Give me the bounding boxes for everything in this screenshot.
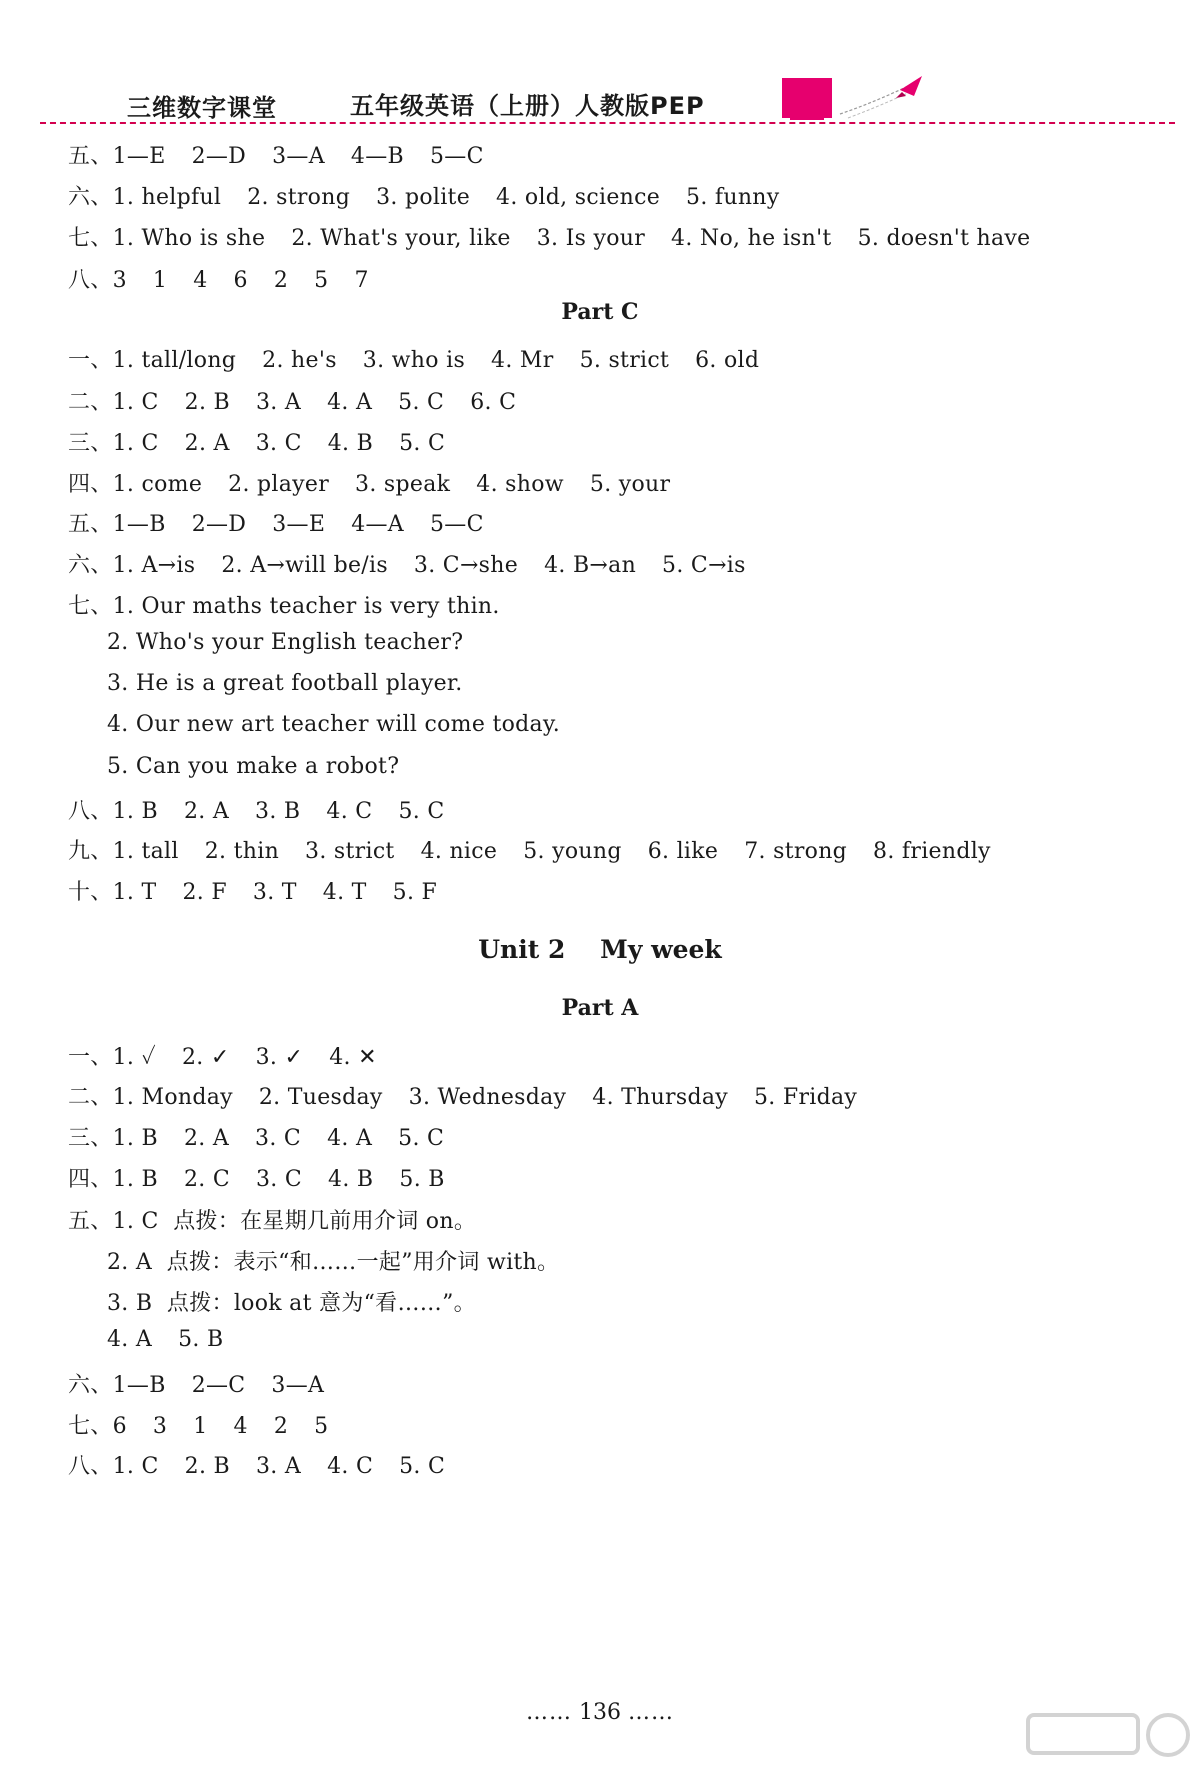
answer-line — [107, 630, 463, 655]
question-number: 八、 — [68, 799, 113, 824]
answer-item: 5. Can you make a robot? — [107, 754, 400, 779]
answer-line — [68, 221, 1030, 252]
answer-item: 2. player — [228, 472, 330, 497]
answer-line — [68, 343, 759, 374]
question-number: 六、 — [68, 185, 113, 210]
part-heading: Part A — [561, 995, 639, 1021]
answer-line — [68, 385, 516, 416]
answer-item: 2. B — [184, 1454, 230, 1479]
answer-item: 1 — [193, 1414, 208, 1439]
question-number: 十、 — [68, 880, 113, 905]
answer-item: 5. Friday — [754, 1085, 858, 1110]
answer-line — [68, 263, 369, 294]
answer-item: 1. tall/long — [112, 348, 237, 373]
answer-item: 2. he's — [262, 348, 337, 373]
answer-line — [107, 1245, 559, 1276]
watermark-logo — [1018, 1705, 1193, 1785]
answer-item: 8. friendly — [873, 839, 991, 864]
answer-item: 3. He is a great football player. — [107, 671, 463, 696]
answer-item: 4. B — [328, 1167, 374, 1192]
answer-item: 5. your — [589, 472, 671, 497]
answer-item: 4 — [233, 1414, 248, 1439]
answer-item: 5. C — [398, 390, 445, 415]
answer-line — [107, 712, 560, 737]
answer-item: 3. Is your — [536, 226, 646, 251]
answer-item: 7 — [354, 268, 369, 293]
answer-item: 6. old — [695, 348, 760, 373]
answer-item: 1. ✓ — [112, 1045, 156, 1070]
question-number: 七、 — [68, 226, 113, 251]
question-number: 四、 — [68, 1167, 113, 1192]
question-number: 九、 — [68, 839, 113, 864]
answer-item: 1. tall — [112, 839, 179, 864]
answer-item: 5. strict — [579, 348, 670, 373]
answer-item: 3. B — [255, 799, 301, 824]
answer-item: 5. C→is — [662, 553, 746, 578]
footer-dots-right: …… — [628, 1700, 674, 1725]
answer-item: 2. A — [183, 799, 230, 824]
answer-item: 4. Thursday — [592, 1085, 728, 1110]
answer-line — [68, 1040, 377, 1071]
answer-item: 1. Our maths teacher is very thin. — [112, 594, 500, 619]
answer-item: 3. T — [252, 880, 297, 905]
answer-line — [68, 1368, 324, 1399]
answer-item: 5—C — [430, 144, 484, 169]
unit-heading: Unit 2 My week — [478, 935, 722, 964]
answer-line — [68, 875, 437, 906]
answer-line — [68, 794, 444, 825]
question-number: 八、 — [68, 1454, 113, 1479]
answer-item: 4. show — [476, 472, 564, 497]
answer-line — [68, 139, 484, 170]
question-number: 八、 — [68, 268, 113, 293]
answer-line — [68, 1080, 857, 1111]
answer-item: 4. T — [322, 880, 367, 905]
answer-item: 3. A — [256, 390, 302, 415]
answer-item: 3. speak — [355, 472, 451, 497]
answer-item: 4. ✕ — [329, 1045, 377, 1070]
question-number: 六、 — [68, 553, 113, 578]
question-number: 三、 — [68, 431, 113, 456]
answer-item: 5. C — [398, 1126, 445, 1151]
answer-item: 2. C — [183, 1167, 230, 1192]
answer-line — [68, 1204, 476, 1235]
answer-item: 1. come — [112, 472, 203, 497]
answer-item: 5. funny — [686, 185, 780, 210]
question-number: 二、 — [68, 390, 113, 415]
part-heading: Part C — [561, 299, 639, 325]
answer-item: 5. doesn't have — [857, 226, 1031, 251]
question-number: 七、 — [68, 594, 113, 619]
answer-item: 2—C — [191, 1373, 246, 1398]
answer-item: 1. Monday — [112, 1085, 233, 1110]
answer-line — [107, 754, 399, 779]
question-number: 一、 — [68, 348, 113, 373]
answer-item: 4. C — [327, 1454, 374, 1479]
answer-item: 2. strong — [247, 185, 351, 210]
answer-item: 4. A — [327, 1126, 373, 1151]
question-number: 二、 — [68, 1085, 113, 1110]
answer-item: 4. Mr — [491, 348, 554, 373]
answer-item: 5. C — [398, 799, 445, 824]
answer-item: 4. C — [326, 799, 373, 824]
answer-item: 2. ✓ — [181, 1045, 230, 1070]
answer-item: 1. B — [112, 1167, 158, 1192]
answer-item: 5. C — [399, 1454, 446, 1479]
answer-line — [68, 834, 991, 865]
answer-item: 5. C — [399, 431, 446, 456]
question-number: 七、 — [68, 1414, 113, 1439]
answer-item: 3. Wednesday — [408, 1085, 567, 1110]
question-number: 四、 — [68, 472, 113, 497]
answer-item: 1. T — [112, 880, 157, 905]
answer-line — [68, 180, 780, 211]
question-number: 三、 — [68, 1126, 113, 1151]
answer-item: 6. like — [647, 839, 719, 864]
answer-item: 5 — [314, 1414, 329, 1439]
answer-item: 3—E — [272, 512, 326, 537]
answer-item: 6 — [233, 268, 248, 293]
page-number: 136 — [579, 1700, 621, 1725]
question-number: 五、 — [68, 512, 113, 537]
answer-item: 4 — [193, 268, 208, 293]
answer-item: 2. F — [182, 880, 227, 905]
answer-item: 1. A→is — [112, 553, 196, 578]
answer-line — [68, 589, 500, 620]
answer-line — [68, 1121, 444, 1152]
answer-item: 2—D — [191, 512, 247, 537]
answer-item: 3. B 点拨：look at 意为“看……”。 — [107, 1291, 476, 1316]
answer-line — [107, 671, 463, 696]
answer-item: 1. C — [112, 1454, 159, 1479]
answer-item: 3. ✓ — [255, 1045, 304, 1070]
answer-item: 1. B — [112, 799, 158, 824]
question-number: 六、 — [68, 1373, 113, 1398]
answer-item: 4. Our new art teacher will come today. — [107, 712, 561, 737]
answer-item: 4. No, he isn't — [671, 226, 832, 251]
answer-item: 5—C — [430, 512, 484, 537]
answer-item: 2. thin — [204, 839, 280, 864]
answer-item: 1. B — [112, 1126, 158, 1151]
answer-item: 5. young — [523, 839, 622, 864]
answer-item: 2—D — [191, 144, 247, 169]
question-number: 五、 — [68, 1209, 113, 1234]
answer-item: 2. Who's your English teacher? — [107, 630, 464, 655]
answer-line — [68, 1449, 445, 1480]
answer-item: 3. polite — [376, 185, 471, 210]
answer-item: 3. A — [256, 1454, 302, 1479]
answer-item: 2 — [273, 1414, 289, 1439]
answer-item: 4. old, science — [496, 185, 661, 210]
answer-item: 2. A 点拨：表示“和……一起”用介词 with。 — [107, 1250, 560, 1275]
answer-item: 6 — [112, 1414, 127, 1439]
answer-item: 3. who is — [362, 348, 466, 373]
answer-item: 6. C — [470, 390, 517, 415]
answer-item: 5 — [314, 268, 329, 293]
answer-item: 7. strong — [744, 839, 848, 864]
answer-line — [68, 426, 445, 457]
answer-item: 2. A — [184, 431, 230, 456]
answer-item: 4—B — [350, 144, 404, 169]
answer-item: 2 — [273, 268, 289, 293]
answer-line — [107, 1327, 223, 1352]
answer-line — [68, 1162, 445, 1193]
answer-item: 2. B — [184, 390, 230, 415]
answer-item: 3. C→she — [413, 553, 519, 578]
answer-item: 1—B — [112, 1373, 166, 1398]
series-title: 三维数字课堂 — [127, 94, 277, 122]
answer-item: 3 — [152, 1414, 168, 1439]
book-title: 五年级英语（上册）人教版PEP — [350, 92, 705, 120]
answer-line — [107, 1286, 476, 1317]
question-number: 五、 — [68, 144, 113, 169]
answer-item: 4. nice — [420, 839, 498, 864]
answer-item: 5. B — [178, 1327, 224, 1352]
answer-item: 1. Who is she — [112, 226, 266, 251]
answer-item: 1. C — [112, 390, 159, 415]
answer-item: 3. C — [255, 1126, 302, 1151]
answer-item: 4. A — [327, 390, 373, 415]
footer-dots-left: …… — [526, 1700, 572, 1725]
answer-item: 2. What's your, like — [291, 226, 511, 251]
answer-item: 5. B — [399, 1167, 445, 1192]
answer-item: 2. Tuesday — [258, 1085, 383, 1110]
answer-item: 1 — [152, 268, 168, 293]
answer-item: 5. F — [392, 880, 438, 905]
answer-item: 1—E — [112, 144, 166, 169]
answer-item: 1—B — [112, 512, 166, 537]
answer-item: 1. helpful — [112, 185, 222, 210]
answer-item: 4—A — [351, 512, 404, 537]
question-number: 一、 — [68, 1045, 113, 1070]
answer-item: 3 — [112, 268, 127, 293]
answer-line — [68, 467, 670, 498]
answer-line — [68, 1409, 328, 1440]
answer-item: 1. C 点拨：在星期几前用介词 on。 — [112, 1209, 477, 1234]
answer-line — [68, 507, 484, 538]
answer-item: 3. C — [255, 431, 302, 456]
answer-item: 4. B — [327, 431, 374, 456]
answer-item: 2. A→will be/is — [221, 553, 388, 578]
answer-item: 3. C — [256, 1167, 303, 1192]
answer-item: 4. B→an — [544, 553, 637, 578]
answer-line — [68, 548, 746, 579]
answer-item: 1. C — [112, 431, 159, 456]
answer-item: 3—A — [271, 1373, 325, 1398]
answer-item: 4. A — [107, 1327, 153, 1352]
answer-item: 2. A — [183, 1126, 230, 1151]
answer-item: 3—A — [272, 144, 325, 169]
answer-item: 3. strict — [305, 839, 395, 864]
